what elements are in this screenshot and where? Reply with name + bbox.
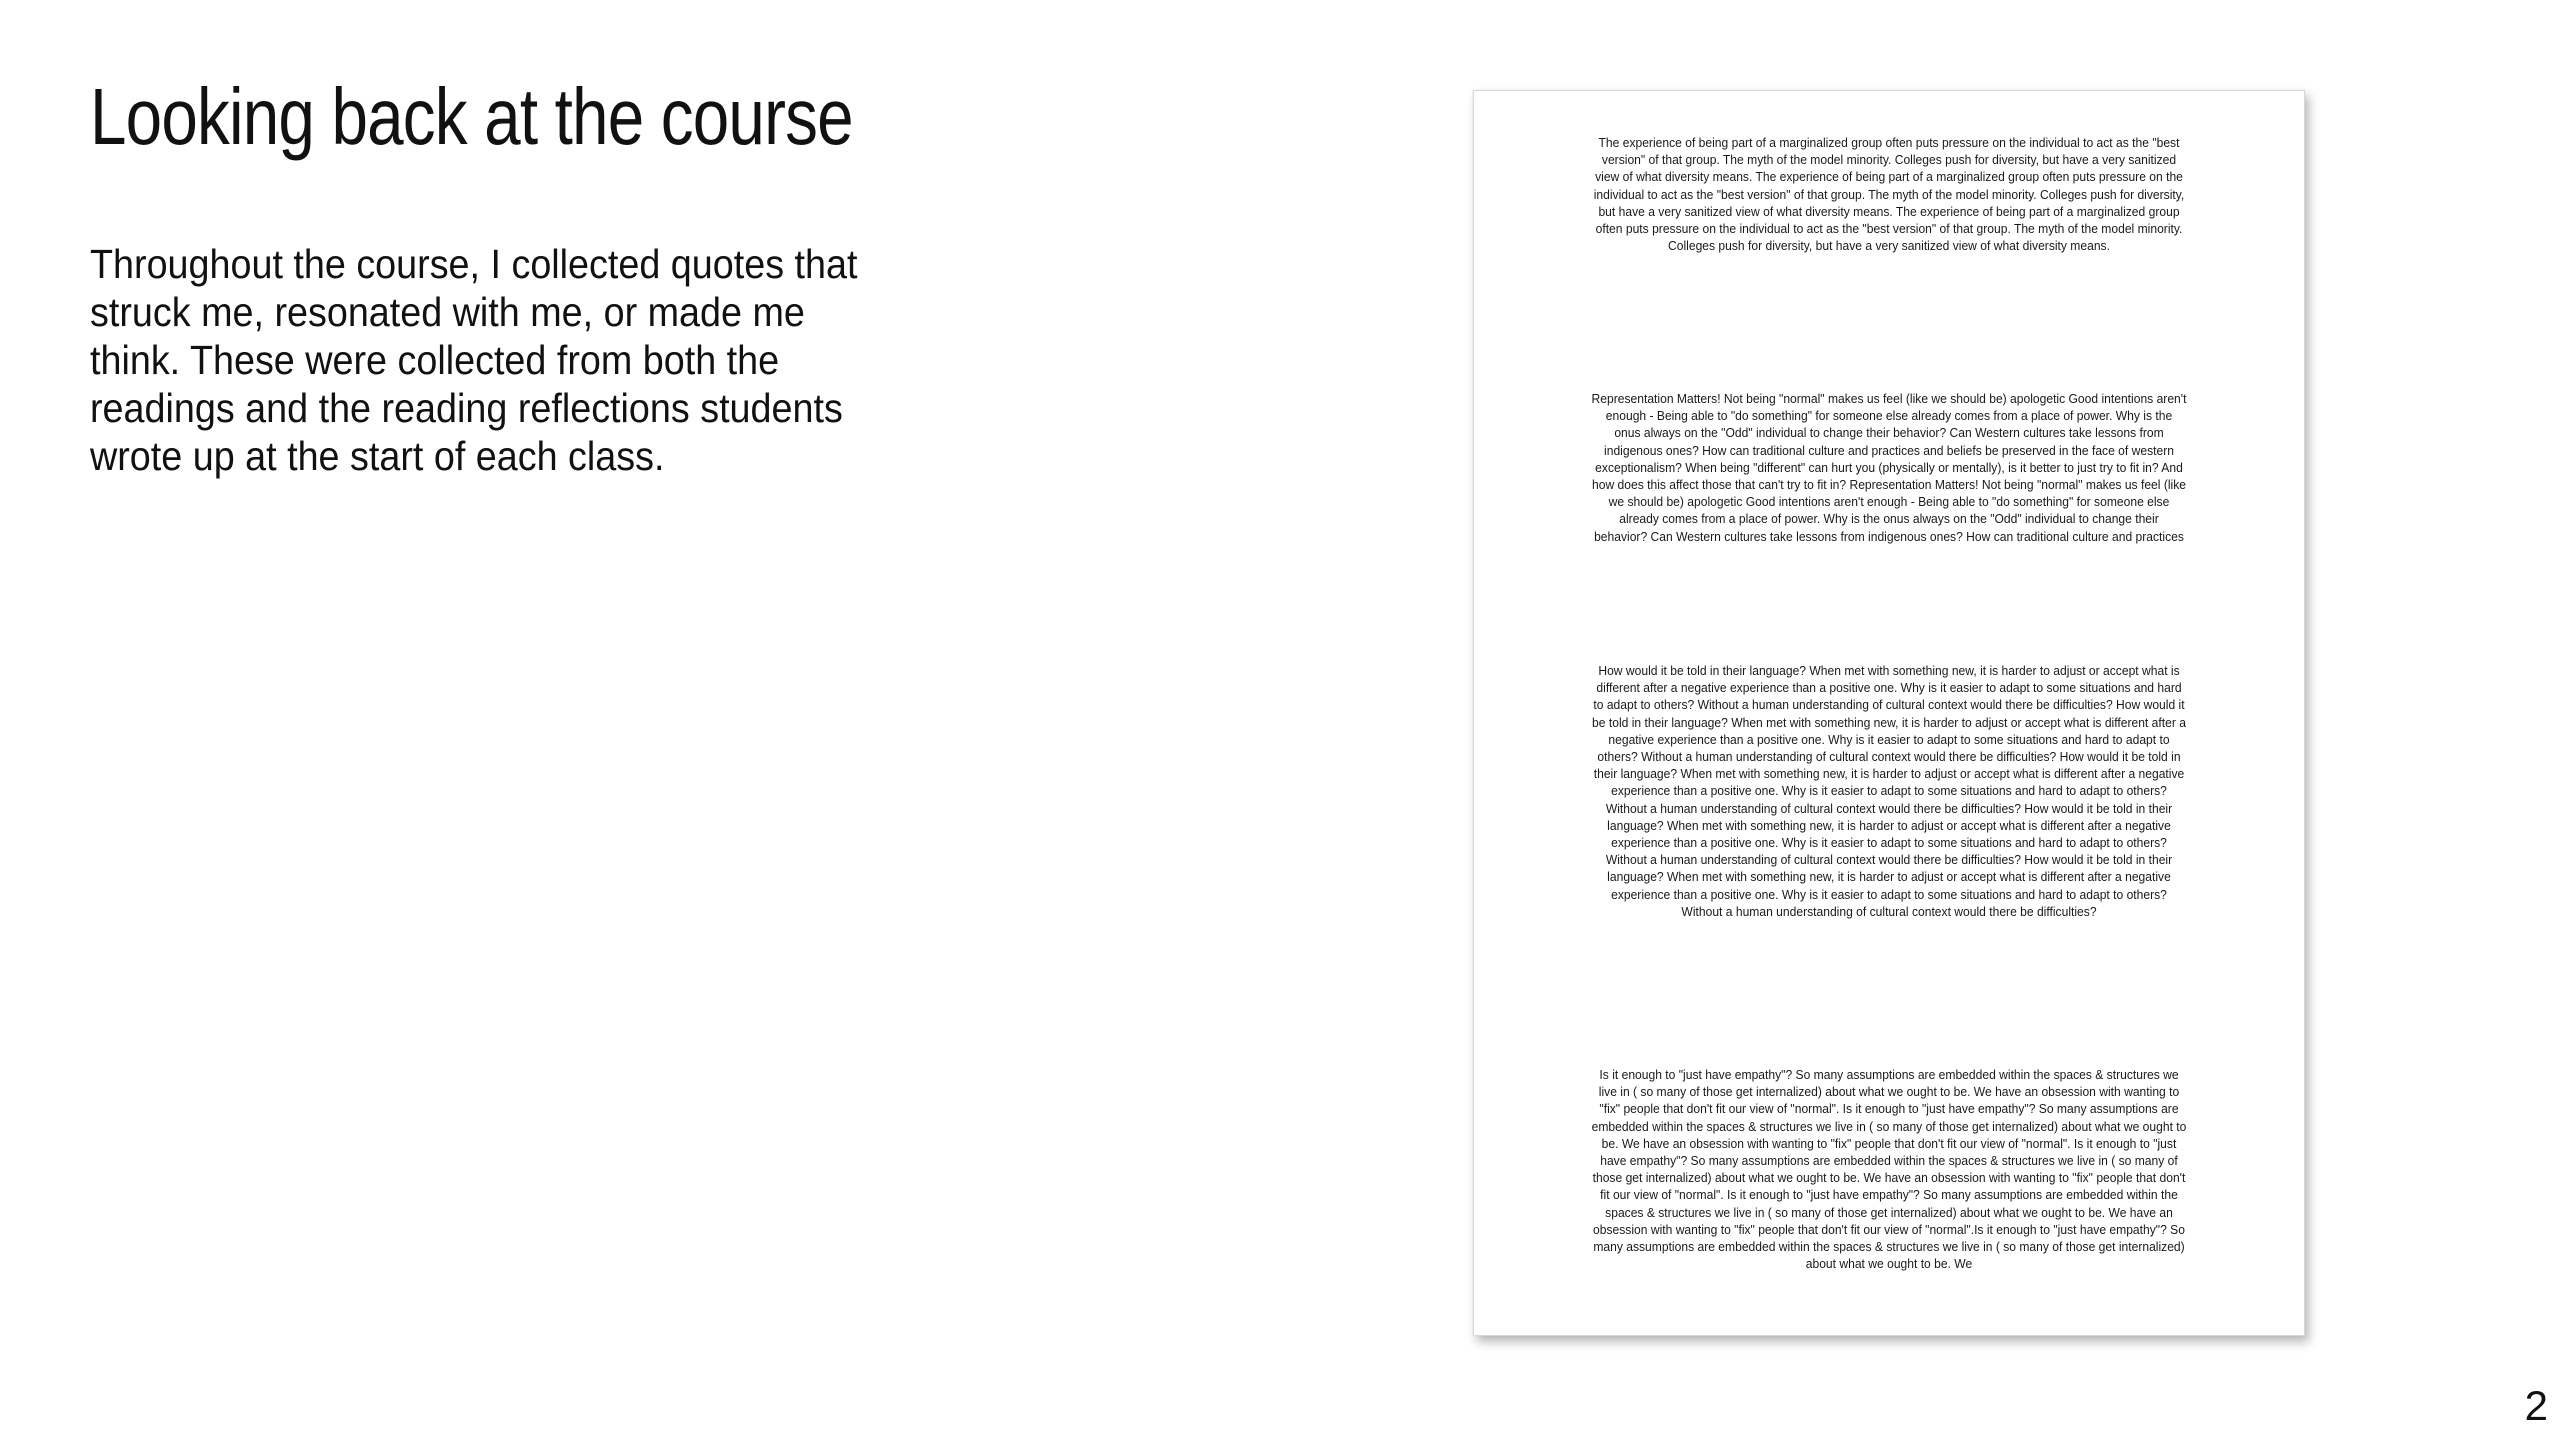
quotes-document-preview: [1473, 90, 2305, 1336]
slide-body-text: Throughout the course, I collected quotes that struck me, resonated with me, or made me think. These were collected from both the readings and the reading reflections students wrote up at the start of each class.: [90, 241, 858, 479]
quote-paragraph: Representation Matters! Not being "normal" makes us feel (like we should be) apologetic Good intentions aren't enough - Being able to "do something" for someone else already comes from a place of power. Why is the onus always on the "Odd" individual to change their behavior? Can Western cultures take lessons from indigenous ones? How can traditional culture and practices and beliefs be preserved in the face of western exceptionalism? When being "different" can hurt you (physically or mentally), is it better to just try to fit in? And how does this affect those that can't try to fit in? Representation Matters! Not being "normal" makes us feel (like we should be) apologetic Good intentions aren't enough - Being able to "do something" for someone else already comes from a place of power. Why is the onus always on the "Odd" individual to change their behavior? Can Western cultures take lessons from indigenous ones? How can traditional culture and practices: [1591, 392, 2187, 544]
slide-title: Looking back at the course: [90, 72, 853, 161]
slide-page-number: 2: [2524, 1382, 2548, 1429]
quote-paragraph: Is it enough to "just have empathy"? So many assumptions are embedded within the spaces & structures we live in ( so many of those get internalized) about what we ought to be. We have an obsession with wanting to "fix" people that don't fit our view of "normal". Is it enough to "just have empathy"? So many assumptions are embedded within the spaces & structures we live in ( so many of those get internalized) about what we ought to be. We have an obsession with wanting to "fix" people that don't fit our view of "normal". Is it enough to "just have empathy"? So many assumptions are embedded within the spaces & structures we live in ( so many of those get internalized) about what we ought to be. We have an obsession with wanting to "fix" people that don't fit our view of "normal". Is it enough to "just have empathy"? So many assumptions are embedded within the spaces & structures we live in ( so many of those get internalized) about what we ought to be. We have an obsession with wanting to "fix" people that don't fit our view of "normal".Is it enough to "just have empathy"? So many assumptions are embedded within the spaces & structures we live in ( so many of those get internalized) about what we ought to be. We: [1591, 1068, 2187, 1272]
quote-paragraph: How would it be told in their language? When met with something new, it is harder to adjust or accept what is different after a negative experience than a positive one. Why is it easier to adapt to some situations and hard to adapt to others? Without a human understanding of cultural context would there be difficulties? How would it be told in their language? When met with something new, it is harder to adjust or accept what is different after a negative experience than a positive one. Why is it easier to adapt to some situations and hard to adapt to others? Without a human understanding of cultural context would there be difficulties? How would it be told in their language? When met with something new, it is harder to adjust or accept what is different after a negative experience than a positive one. Why is it easier to adapt to some situations and hard to adapt to others? Without a human understanding of cultural context would there be difficulties? How would it be told in their language? When met with something new, it is harder to adjust or accept what is different after a negative experience than a positive one. Why is it easier to adapt to some situations and hard to adapt to others? Without a human understanding of cultural context would there be difficulties? How would it be told in their language? When met with something new, it is harder to adjust or accept what is different after a negative experience than a positive one. Why is it easier to adapt to some situations and hard to adapt to others? Without a human understanding of cultural context would there be difficulties?: [1592, 664, 2186, 919]
quote-paragraph: The experience of being part of a marginalized group often puts pressure on the individual to act as the "best version" of that group. The myth of the model minority. Colleges push for diversity, but have a very sanitized view of what diversity means. The experience of being part of a marginalized group often puts pressure on the individual to act as the "best version" of that group. The myth of the model minority. Colleges push for diversity, but have a very sanitized view of what diversity means. The experience of being part of a marginalized group often puts pressure on the individual to act as the "best version" of that group. The myth of the model minority. Colleges push for diversity, but have a very sanitized view of what diversity means.: [1593, 136, 2185, 254]
